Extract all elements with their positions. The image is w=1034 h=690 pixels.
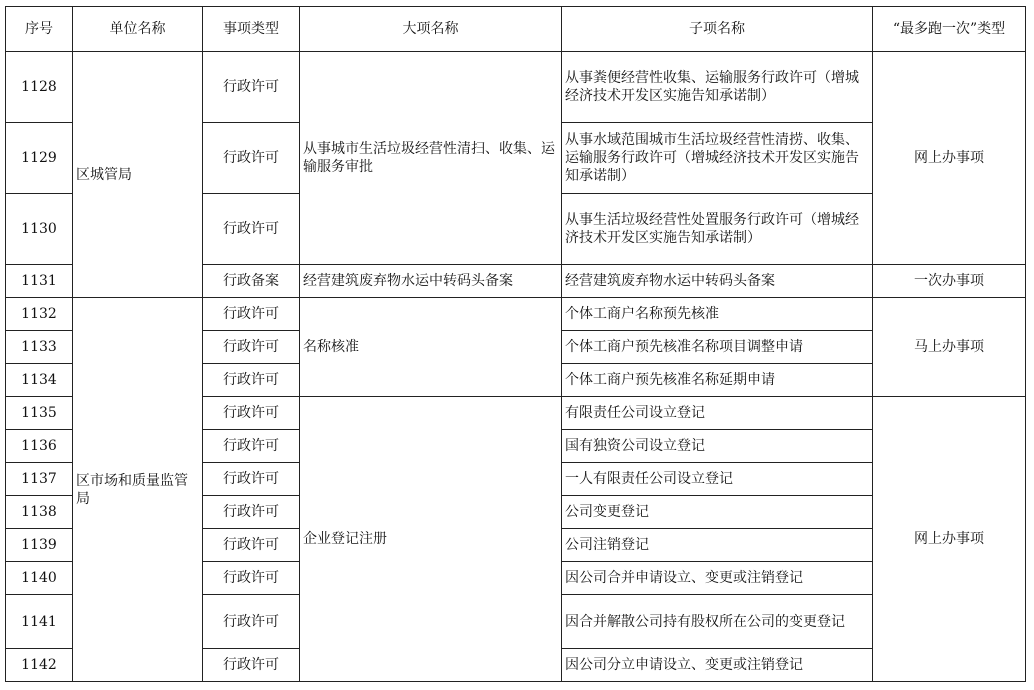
row-number: 1129 [6, 123, 73, 194]
row-number: 1138 [6, 496, 73, 529]
row-number: 1137 [6, 463, 73, 496]
header-type: 事项类型 [203, 7, 300, 52]
matter-type: 行政许可 [203, 463, 300, 496]
sub-item-cell: 个体工商户预先核准名称项目调整申请 [562, 331, 873, 364]
matters-table [5, 6, 1026, 682]
matter-type: 行政许可 [203, 331, 300, 364]
table-header-row [6, 7, 1026, 52]
row-number: 1132 [6, 298, 73, 331]
row-number: 1130 [6, 194, 73, 265]
sub-item-cell: 国有独资公司设立登记 [562, 430, 873, 463]
major-item-cell: 企业登记注册 [300, 397, 562, 682]
major-item-cell: 经营建筑废弃物水运中转码头备案 [300, 265, 562, 298]
row-number: 1141 [6, 595, 73, 649]
row-number: 1136 [6, 430, 73, 463]
matter-type: 行政许可 [203, 430, 300, 463]
matter-type: 行政许可 [203, 562, 300, 595]
category-cell: 一次办事项 [873, 265, 1026, 298]
matter-type: 行政备案 [203, 265, 300, 298]
sub-item-cell: 从事粪便经营性收集、运输服务行政许可（增城经济技术开发区实施告知承诺制） [562, 52, 873, 123]
matter-type: 行政许可 [203, 529, 300, 562]
category-cell: 马上办事项 [873, 298, 1026, 397]
sub-item-cell: 公司变更登记 [562, 496, 873, 529]
row-number: 1135 [6, 397, 73, 430]
sub-item-cell: 有限责任公司设立登记 [562, 397, 873, 430]
sub-item-cell: 个体工商户预先核准名称延期申请 [562, 364, 873, 397]
unit-cell: 区城管局 [73, 52, 203, 298]
table-row [6, 298, 1026, 331]
matter-type: 行政许可 [203, 364, 300, 397]
matter-type: 行政许可 [203, 123, 300, 194]
sub-item-cell: 经营建筑废弃物水运中转码头备案 [562, 265, 873, 298]
sub-item-cell: 公司注销登记 [562, 529, 873, 562]
header-seq: 序号 [6, 7, 73, 52]
sub-item-cell: 因公司分立申请设立、变更或注销登记 [562, 649, 873, 682]
matter-type: 行政许可 [203, 496, 300, 529]
row-number: 1131 [6, 265, 73, 298]
row-number: 1134 [6, 364, 73, 397]
unit-cell: 区市场和质量监管局 [73, 298, 203, 682]
matter-type: 行政许可 [203, 52, 300, 123]
row-number: 1128 [6, 52, 73, 123]
header-category: “最多跑一次”类型 [873, 7, 1026, 52]
header-unit: 单位名称 [73, 7, 203, 52]
matter-type: 行政许可 [203, 595, 300, 649]
row-number: 1142 [6, 649, 73, 682]
row-number: 1139 [6, 529, 73, 562]
category-cell: 网上办事项 [873, 397, 1026, 682]
sub-item-cell: 从事生活垃圾经营性处置服务行政许可（增城经济技术开发区实施告知承诺制） [562, 194, 873, 265]
sub-item-cell: 个体工商户名称预先核准 [562, 298, 873, 331]
table-row [6, 52, 1026, 123]
row-number: 1140 [6, 562, 73, 595]
category-cell: 网上办事项 [873, 52, 1026, 265]
matter-type: 行政许可 [203, 649, 300, 682]
sub-item-cell: 一人有限责任公司设立登记 [562, 463, 873, 496]
header-major: 大项名称 [300, 7, 562, 52]
matter-type: 行政许可 [203, 298, 300, 331]
sub-item-cell: 从事水域范围城市生活垃圾经营性清捞、收集、运输服务行政许可（增城经济技术开发区实施告知承诺制） [562, 123, 873, 194]
major-item-cell: 从事城市生活垃圾经营性清扫、收集、运输服务审批 [300, 52, 562, 265]
sub-item-cell: 因合并解散公司持有股权所在公司的变更登记 [562, 595, 873, 649]
sub-item-cell: 因公司合并申请设立、变更或注销登记 [562, 562, 873, 595]
major-item-cell: 名称核准 [300, 298, 562, 397]
row-number: 1133 [6, 331, 73, 364]
matter-type: 行政许可 [203, 397, 300, 430]
header-sub: 子项名称 [562, 7, 873, 52]
matter-type: 行政许可 [203, 194, 300, 265]
